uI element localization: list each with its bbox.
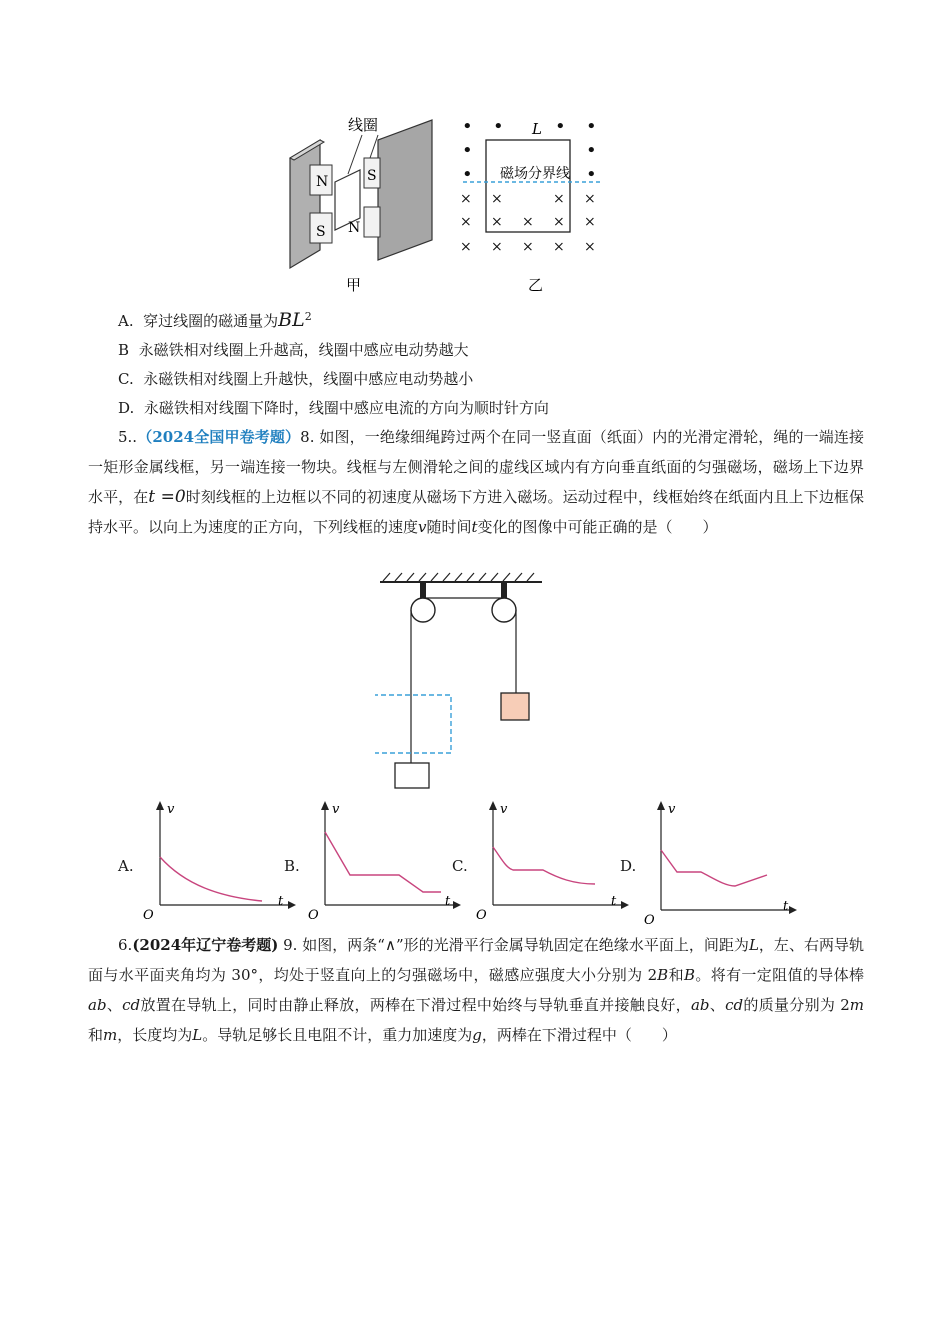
option-prefix: D. xyxy=(118,399,135,417)
q6-text: 。将有一定阻值的导体棒 xyxy=(694,966,864,984)
axis-t: t xyxy=(278,894,284,909)
svg-text:×: × xyxy=(460,214,472,230)
side-label-l: L xyxy=(532,120,542,138)
q6-var: B xyxy=(657,966,669,984)
cross-field-marks xyxy=(460,191,596,255)
v-t-curve xyxy=(160,857,262,901)
q5-equation: t =0 xyxy=(148,487,186,507)
axis-v: v xyxy=(500,802,508,817)
q6-var: m xyxy=(849,996,864,1014)
block xyxy=(501,693,529,720)
q6-number: 6. xyxy=(118,936,133,954)
axis-t: t xyxy=(783,899,789,914)
question-6 xyxy=(88,930,864,1050)
q5-number: 5.. xyxy=(118,428,138,446)
q6-text: 、 xyxy=(106,996,123,1014)
q6-var: m xyxy=(103,1026,118,1044)
question-5 xyxy=(88,422,864,542)
q6-var: cd xyxy=(122,996,141,1014)
origin: O xyxy=(644,913,655,925)
q6-text: ，长度均为 xyxy=(117,1026,193,1044)
graph-label-a[interactable]: A. xyxy=(118,857,134,875)
svg-text:×: × xyxy=(491,239,503,255)
svg-text:×: × xyxy=(491,214,503,230)
svg-text:×: × xyxy=(584,214,596,230)
q6-var: L xyxy=(192,1026,203,1044)
graph-a xyxy=(140,800,310,925)
q6-var: cd xyxy=(725,996,744,1014)
q6-text: 。导轨足够长且电阻不计，重力加速度为 xyxy=(202,1026,473,1044)
q6-var: ab xyxy=(690,996,710,1014)
graph-label-d[interactable]: D. xyxy=(620,857,637,875)
axis-v: v xyxy=(167,802,175,817)
svg-text:•: • xyxy=(493,116,504,137)
axis-v: v xyxy=(668,802,676,817)
v-t-curve xyxy=(493,847,595,884)
coil-label: 线圈 xyxy=(348,116,379,134)
svg-text:•: • xyxy=(586,140,597,161)
option-text: 永磁铁相对线圈上升越快，线圈中感应电动势越小 xyxy=(143,370,474,388)
svg-text:•: • xyxy=(586,116,597,137)
graph-label-c[interactable]: C. xyxy=(452,857,468,875)
pulley-figure xyxy=(375,570,550,800)
q6-text: 和 xyxy=(88,1026,104,1044)
q6-text: ，两棒在下滑过程中（ ） xyxy=(481,1026,677,1044)
q6-text: 和 xyxy=(668,966,684,984)
origin: O xyxy=(143,908,154,923)
wire-frame xyxy=(395,763,429,788)
svg-text:×: × xyxy=(522,239,534,255)
svg-text:×: × xyxy=(584,239,596,255)
axis-t: t xyxy=(611,894,617,909)
q5-text-d: 变化的图像中可能正确的是（ ） xyxy=(477,518,718,536)
axis-t: t xyxy=(445,894,451,909)
magnetic-field-region xyxy=(375,695,451,753)
option-formula: BL xyxy=(278,309,305,331)
q4-option-d[interactable] xyxy=(118,398,549,418)
graph-label-b[interactable]: B. xyxy=(284,857,300,875)
graph-d xyxy=(641,800,811,925)
q6-text: 、 xyxy=(709,996,726,1014)
svg-text:•: • xyxy=(462,140,473,161)
v-t-curve xyxy=(661,850,767,886)
svg-text:•: • xyxy=(462,164,473,185)
magnet-coil-figure xyxy=(280,110,620,300)
field-diagram xyxy=(460,116,602,294)
q6-source: (2024年辽宁卷考题) xyxy=(132,936,279,954)
option-sup: 2 xyxy=(304,310,312,323)
q5-source: （2024全国甲卷考题） xyxy=(137,428,301,446)
option-text: 永磁铁相对线圈上升越高，线圈中感应电动势越大 xyxy=(138,341,469,359)
v-t-curve xyxy=(325,832,441,892)
q6-text: 9. 如图，两条“∧”形的光滑平行金属导轨固定在绝缘水平面上，间距为 xyxy=(278,936,749,954)
q6-text: 的质量分别为 2 xyxy=(743,996,850,1014)
q6-var: ab xyxy=(88,996,107,1014)
q6-var: g xyxy=(472,1026,482,1044)
magnet-label-s1: S xyxy=(367,168,377,184)
magnet-label-s2: S xyxy=(316,224,326,240)
option-prefix: C. xyxy=(118,370,134,388)
graph-b xyxy=(305,800,475,925)
magnet-label-n2: N xyxy=(348,220,361,236)
magnet-label-n1: N xyxy=(316,174,329,190)
svg-text:×: × xyxy=(460,239,472,255)
svg-text:×: × xyxy=(553,239,565,255)
graph-c xyxy=(473,800,643,925)
svg-text:×: × xyxy=(553,191,565,207)
option-text: 穿过线圈的磁通量为 xyxy=(143,312,279,330)
q6-var: B xyxy=(683,966,695,984)
svg-text:×: × xyxy=(522,214,534,230)
option-prefix: A. xyxy=(118,312,134,330)
q5-text-b: 时刻线框的上边框以不同的初速度从磁场下方进入磁场。运动过程中，线框始终在纸面内且上下边框保持水平。以向上为速度的正方向，下列线框的速度 xyxy=(88,488,864,536)
origin: O xyxy=(476,908,487,923)
q6-text: 放置在导轨上，同时由静止释放，两棒在下滑过程中始终与导轨垂直并接触良好， xyxy=(140,996,691,1014)
q6-text: ，左、右两导轨面与水平面夹角均为 30°，均处于竖直向上的匀强磁场中，磁感应强度大小分别为 2 xyxy=(88,936,864,984)
q4-option-a[interactable] xyxy=(118,307,312,331)
svg-text:×: × xyxy=(491,191,503,207)
svg-text:×: × xyxy=(460,191,472,207)
q5-var-v: v xyxy=(418,518,427,536)
svg-text:•: • xyxy=(555,116,566,137)
svg-text:•: • xyxy=(462,116,473,137)
svg-text:•: • xyxy=(586,164,597,185)
caption-jia: 甲 xyxy=(346,276,362,294)
axis-v: v xyxy=(332,802,340,817)
caption-yi: 乙 xyxy=(528,276,544,294)
boundary-label: 磁场分界线 xyxy=(500,166,570,182)
q6-var: L xyxy=(748,936,759,954)
q5-text-a: 8. 如图，一绝缘细绳跨过两个在同一竖直面（纸面）内的光滑定滑轮，绳的一端连接一矩形金属线框，另一端连接一物块。线框与左侧滑轮之间的虚线区域内有方向垂直纸面的匀强磁场，磁场上下边界水平，在 xyxy=(88,428,864,506)
q5-text-c: 随时间 xyxy=(426,518,472,536)
svg-text:×: × xyxy=(584,191,596,207)
q4-option-b[interactable] xyxy=(118,340,469,360)
option-text: 永磁铁相对线圈下降时，线圈中感应电流的方向为顺时针方向 xyxy=(143,399,549,417)
q5-var-t: t xyxy=(471,518,478,536)
option-prefix: B xyxy=(118,341,130,359)
origin: O xyxy=(308,908,319,923)
svg-text:×: × xyxy=(553,214,565,230)
q4-option-c[interactable] xyxy=(118,369,473,389)
